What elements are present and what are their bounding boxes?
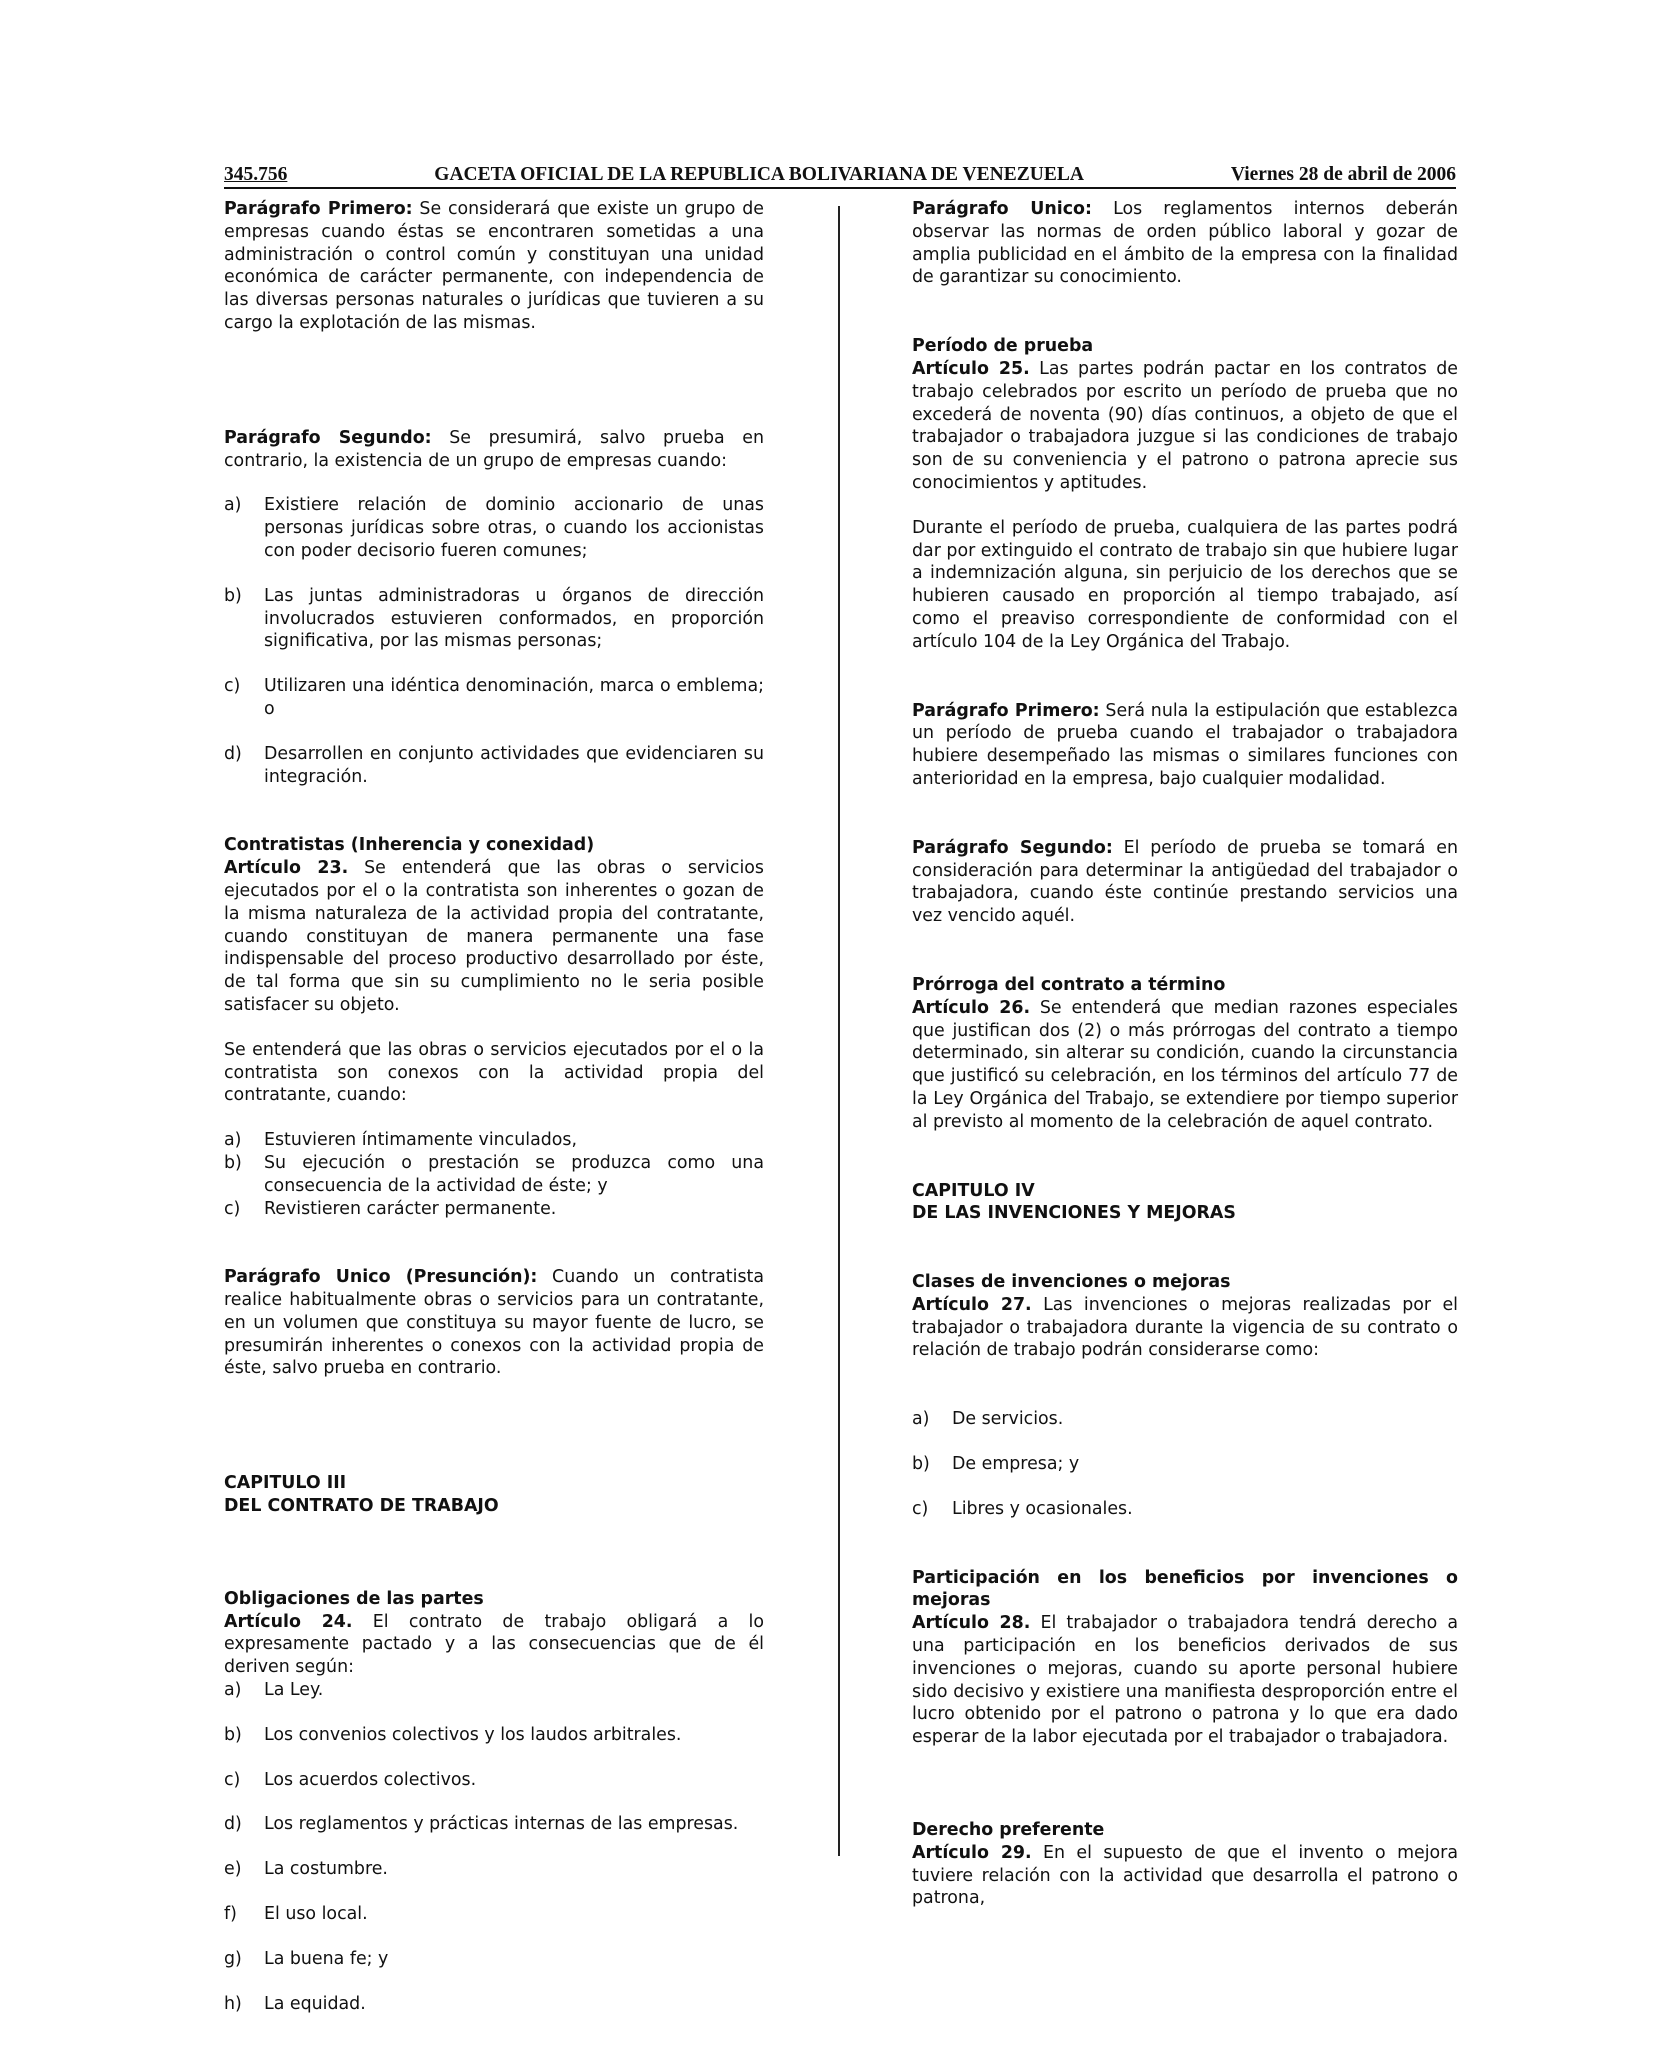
article-28 (912, 1612, 1458, 1749)
list-text: Existiere relación de dominio accionario de unas personas jurídicas sobre otras, o cuando los accionistas con poder decisorio fueren comunes; (264, 495, 764, 561)
masthead (224, 158, 1456, 189)
list-label: b) (912, 1454, 930, 1475)
article-25-paragraph-2: Durante el período de prueba, cualquiera de las partes podrá dar por extinguido el contrato de trabajo sin que hubiere lugar a indemnización alguna, sin perjuicio de los derechos que se hubieren causado en proporción al tiempo trabajado, así como el preaviso correspondiente de conformidad con el artículo 104 de la Ley Orgánica del Trabajo. (912, 517, 1458, 652)
list-item (224, 1769, 764, 1792)
article-text: Las invenciones o mejoras realizadas por el trabajador o trabajadora durante la vigencia de su contrato o relación de trabajo podrán considerarse como: (912, 1294, 1458, 1361)
section-heading: Obligaciones de las partes (224, 1588, 484, 1609)
paragraph-primero (224, 198, 764, 335)
paragraph-text: Será nula la estipulación que establezca un período de prueba cuando el trabajador o trabajadora hubiere desempeñado las mismas o similares funciones con anterioridad en la empresa, bajo cualquier modalidad. (912, 700, 1458, 789)
list-text: Estuvieren íntimamente vinculados, (264, 1130, 578, 1151)
section-heading: Prórroga del contrato a término (912, 974, 1226, 995)
list-text: De empresa; y (952, 1454, 1080, 1475)
section-heading: Participación en los beneficios por invenciones o mejoras (912, 1567, 1458, 1611)
article-24 (224, 1611, 764, 1679)
chapter-title: CAPITULO IV (912, 1180, 1035, 1201)
list-item (224, 1129, 764, 1152)
article-label: Artículo 28. (912, 1613, 1031, 1634)
article-text: Se entenderá que median razones especiales que justifican dos (2) o más prórrogas del contrato a tiempo determinado, sin alterar su condición, cuando la circunstancia que justificó su celebración, en los términos del artículo 77 de la Ley Orgánica del Trabajo, se extendiere por tiempo superior al previsto al momento de la celebración de aquel contrato. (912, 997, 1458, 1132)
article-label: Artículo 23. (224, 858, 349, 879)
section-heading: Clases de invenciones o mejoras (912, 1272, 1231, 1293)
column-divider (838, 206, 840, 1856)
list-label: a) (224, 495, 242, 516)
list-item (224, 1858, 764, 1881)
list-item (224, 494, 764, 562)
list-text: Los acuerdos colectivos. (264, 1769, 477, 1790)
list-text: La costumbre. (264, 1859, 388, 1880)
section-heading: Derecho preferente (912, 1820, 1105, 1841)
list-item (224, 1679, 764, 1702)
article-25 (912, 358, 1458, 495)
list-label: c) (224, 1769, 241, 1790)
chapter-subtitle: DEL CONTRATO DE TRABAJO (224, 1496, 499, 1517)
list-text: El uso local. (264, 1904, 368, 1925)
chapter-subtitle: DE LAS INVENCIONES Y MEJORAS (912, 1203, 1236, 1224)
paragraph-segundo (224, 427, 764, 473)
list-item (912, 1453, 1458, 1476)
list-label: a) (912, 1409, 930, 1430)
article-23-paragraph-2: Se entenderá que las obras o servicios ejecutados por el o la contratista son conexos con la actividad propia del contratante, cuando: (224, 1039, 764, 1106)
list-label: h) (224, 1993, 242, 2014)
article-label: Artículo 27. (912, 1294, 1032, 1315)
article-label: Artículo 25. (912, 358, 1030, 379)
article-text: El trabajador o trabajadora tendrá derecho a una participación en los beneficios derivados de sus invenciones o mejoras, cuando su aporte personal hubiere sido decisivo y existiere una manifiesta desproporción entre el lucro obtenido por el patrono o patrona y lo que era dado esperar de la labor ejecutada por el trabajador o trabajadora. (912, 1613, 1458, 1748)
article-27 (912, 1294, 1458, 1362)
article-label: Artículo 24. (224, 1611, 353, 1632)
list-item (224, 675, 764, 721)
right-column (912, 198, 1458, 1910)
list-text: Las juntas administradoras u órganos de dirección involucrados estuvieren conformados, en proporción significativa, por las mismas personas; (264, 585, 764, 652)
paragraph-text: Los reglamentos internos deberán observar las normas de orden público laboral y gozar de amplia publicidad en el ámbito de la empresa con la finalidad de garantizar su conocimiento. (912, 199, 1458, 288)
list-text: Desarrollen en conjunto actividades que evidenciaren su integración. (264, 743, 764, 787)
list-text: Los convenios colectivos y los laudos arbitrales. (264, 1724, 682, 1745)
paragraph-text: Se presumirá, salvo prueba en contrario, la existencia de un grupo de empresas cuando: (224, 427, 764, 471)
paragraph-text: Cuando un contratista realice habitualmente obras o servicios para un contratante, en un volumen que constituya su mayor fuente de lucro, se presumirán inherentes o conexos con la actividad propia de éste, salvo prueba en contrario. (224, 1267, 764, 1379)
list-text: Libres y ocasionales. (952, 1498, 1133, 1519)
article-label: Artículo 29. (912, 1842, 1032, 1863)
paragraph-label: Parágrafo Unico (Presunción): (224, 1267, 538, 1288)
article-text: Las partes podrán pactar en los contratos de trabajo celebrados por escrito un período de prueba que no excederá de noventa (90) días continuos, a objeto de que el trabajador o trabajadora juzgue si las condiciones de trabajo son de su conveniencia y el patrono o patrona aprecie sus conocimientos y aptitudes. (912, 358, 1458, 493)
list-item (224, 585, 764, 653)
list-item (224, 1724, 764, 1747)
list-label: a) (224, 1130, 242, 1151)
issue-date: Viernes 28 de abril de 2006 (1230, 164, 1456, 185)
paragraph-label: Parágrafo Segundo: (224, 427, 432, 448)
list-text: La equidad. (264, 1993, 366, 2014)
article-29 (912, 1842, 1458, 1910)
list-label: c) (224, 676, 241, 697)
left-column (224, 198, 764, 2015)
list-label: b) (224, 1152, 242, 1173)
paragraph-primero (912, 700, 1458, 791)
section-heading: Contratistas (Inherencia y conexidad) (224, 835, 595, 856)
list-item (224, 1948, 764, 1971)
list-label: c) (224, 1198, 241, 1219)
list-item (912, 1498, 1458, 1521)
list-text: De servicios. (952, 1409, 1064, 1430)
paragraph-label: Parágrafo Segundo: (912, 837, 1113, 858)
list-item (224, 1198, 764, 1221)
list-item (224, 743, 764, 789)
list-label: d) (224, 1814, 242, 1835)
list-label: c) (912, 1498, 929, 1519)
page-number: 345.756 (224, 164, 288, 185)
article-label: Artículo 26. (912, 997, 1031, 1018)
paragraph-text: Se considerará que existe un grupo de empresas cuando éstas se encontraren sometidas a una administración o control común y constituyan una unidad económica de carácter permanente, con independencia de las diversas personas naturales o jurídicas que tuvieren a su cargo la explotación de las mismas. (224, 199, 764, 333)
list-text: Utilizaren una idéntica denominación, marca o emblema; o (264, 676, 764, 719)
section-heading: Período de prueba (912, 336, 1094, 357)
article-text: En el supuesto de que el invento o mejora tuviere relación con la actividad que desarrolla el patrono o patrona, (912, 1842, 1458, 1909)
list-label: a) (224, 1680, 242, 1701)
list-item (224, 1993, 764, 2016)
list-item (912, 1408, 1458, 1431)
paragraph-label: Parágrafo Primero: (912, 700, 1100, 721)
paragraph-label: Parágrafo Unico: (912, 199, 1092, 219)
list-text: Los reglamentos y prácticas internas de las empresas. (264, 1814, 739, 1835)
paragraph-label: Parágrafo Primero: (224, 199, 413, 219)
list-label: f) (224, 1904, 237, 1925)
paragraph-segundo (912, 837, 1458, 928)
list-label: b) (224, 585, 242, 606)
list-text: La Ley. (264, 1680, 324, 1701)
list-text: Revistieren carácter permanente. (264, 1198, 557, 1219)
list-item (224, 1152, 764, 1198)
list-label: b) (224, 1724, 242, 1745)
list-label: e) (224, 1859, 242, 1880)
chapter-title: CAPITULO III (224, 1473, 347, 1494)
paragraph-unico (912, 198, 1458, 289)
publication-title: GACETA OFICIAL DE LA REPUBLICA BOLIVARIANA DE VENEZUELA (434, 164, 1084, 185)
paragraph-unico-presuncion (224, 1266, 764, 1380)
list-item (224, 1903, 764, 1926)
list-label: g) (224, 1948, 242, 1969)
article-text: Se entenderá que las obras o servicios ejecutados por el o la contratista son inherentes o gozan de la misma naturaleza de la actividad propia del contratante, cuando constituyan de manera permanente una fase indispensable del proceso productivo desarrollado por éste, de tal forma que sin su cumplimiento no le seria posible satisfacer su objeto. (224, 858, 764, 1015)
article-23 (224, 857, 764, 1017)
list-item (224, 1813, 764, 1836)
article-text: El contrato de trabajo obligará a lo expresamente pactado y a las consecuencias que de él deriven según: (224, 1611, 764, 1678)
paragraph-text: El período de prueba se tomará en consideración para determinar la antigüedad del trabajador o trabajadora, cuando éste continúe prestando servicios una vez vencido aquél. (912, 837, 1458, 927)
list-label: d) (224, 743, 242, 764)
list-text: Su ejecución o prestación se produzca como una consecuencia de la actividad de éste; y (264, 1152, 764, 1196)
list-text: La buena fe; y (264, 1948, 389, 1969)
article-26 (912, 997, 1458, 1134)
